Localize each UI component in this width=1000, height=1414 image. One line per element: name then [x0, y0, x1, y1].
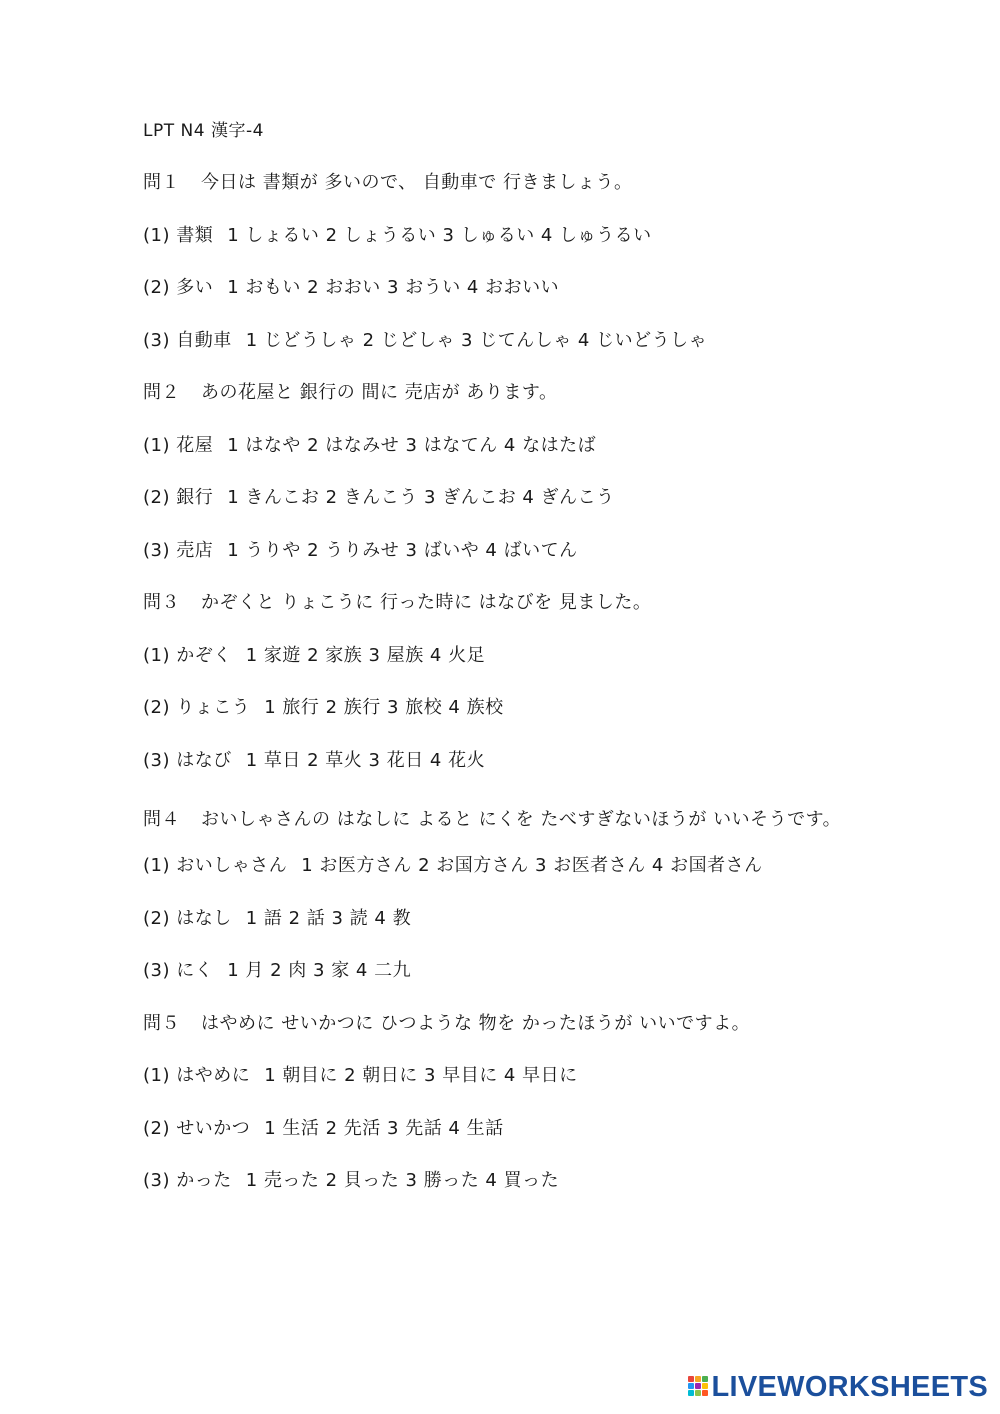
question-number: 問１ — [143, 172, 180, 193]
logo-cell — [695, 1390, 701, 1396]
item-word: はなし — [176, 907, 232, 929]
item-number: (1) — [143, 224, 170, 246]
item-choices: 1 うりや 2 うりみせ 3 ばいや 4 ばいてん — [227, 539, 578, 561]
item-number: (3) — [143, 749, 170, 771]
answer-item — [143, 275, 863, 301]
item-choices: 1 売った 2 貝った 3 勝った 4 買った — [245, 1170, 560, 1191]
question-heading — [143, 590, 863, 616]
item-number: (3) — [143, 329, 170, 351]
item-word: はやめに — [176, 1065, 251, 1086]
item-choices: 1 語 2 話 3 読 4 教 — [245, 907, 412, 929]
item-choices: 1 生活 2 先活 3 先話 4 生話 — [264, 1117, 504, 1139]
item-word: 自動車 — [176, 329, 232, 351]
item-choices: 1 草日 2 草火 3 花日 4 花火 — [245, 749, 486, 771]
answer-item — [143, 223, 863, 249]
item-word: かった — [176, 1170, 232, 1191]
answer-item — [143, 1168, 863, 1194]
item-choices: 1 じどうしゃ 2 じどしゃ 3 じてんしゃ 4 じいどうしゃ — [245, 329, 708, 351]
item-word: はなび — [176, 749, 232, 771]
item-number: (2) — [143, 1117, 170, 1139]
logo-cell — [688, 1390, 694, 1396]
question-heading — [143, 380, 863, 406]
answer-item — [143, 906, 863, 932]
item-word: 売店 — [176, 539, 214, 561]
answer-item — [143, 853, 863, 879]
question-sentence: 今日は 書類が 多いので、 自動車で 行きましょう。 — [201, 172, 633, 193]
item-word: 花屋 — [176, 434, 214, 456]
item-choices: 1 しょるい 2 しょうるい 3 しゅるい 4 しゅうるい — [227, 224, 652, 246]
question-number: 問３ — [143, 592, 180, 613]
item-word: せいかつ — [176, 1117, 251, 1139]
question-sentence: おいしゃさんの はなしに よると にくを たべすぎないほうが いいそうです。 — [201, 809, 842, 830]
liveworksheets-logo[interactable] — [688, 1370, 989, 1404]
answer-item — [143, 328, 863, 354]
answer-item — [143, 485, 863, 511]
item-choices: 1 きんこお 2 きんこう 3 ぎんこお 4 ぎんこう — [227, 487, 615, 508]
item-number: (1) — [143, 1065, 170, 1086]
question-number: 問４ — [143, 809, 180, 830]
item-word: おいしゃさん — [176, 855, 288, 876]
question-sentence: かぞくと りょこうに 行った時に はなびを 見ました。 — [201, 592, 652, 613]
item-number: (3) — [143, 539, 170, 561]
logo-cell — [702, 1376, 708, 1382]
logo-cell — [688, 1376, 694, 1382]
item-word: 銀行 — [176, 487, 214, 508]
answer-item — [143, 538, 863, 564]
item-choices: 1 月 2 肉 3 家 4 二九 — [227, 960, 412, 981]
answer-item — [143, 748, 863, 774]
item-choices: 1 朝目に 2 朝日に 3 早目に 4 早日に — [264, 1065, 578, 1086]
item-number: (2) — [143, 907, 170, 929]
answer-item — [143, 433, 863, 459]
question-number: 問５ — [143, 1012, 180, 1034]
logo-cell — [688, 1383, 694, 1389]
item-number: (2) — [143, 487, 170, 508]
item-choices: 1 お医方さん 2 お国方さん 3 お医者さん 4 お国者さん — [301, 855, 763, 876]
answer-item — [143, 1063, 863, 1089]
item-number: (2) — [143, 697, 170, 718]
item-choices: 1 家遊 2 家族 3 屋族 4 火足 — [245, 644, 486, 666]
item-choices: 1 旅行 2 族行 3 旅校 4 族校 — [264, 697, 504, 718]
question-sentence: はやめに せいかつに ひつような 物を かったほうが いいですよ。 — [201, 1012, 751, 1034]
logo-text: LIVEWORKSHEETS — [711, 1370, 988, 1403]
question-number: 問２ — [143, 382, 180, 403]
answer-item — [143, 695, 863, 721]
question-sentence: あの花屋と 銀行の 間に 売店が あります。 — [201, 382, 558, 403]
logo-grid-icon — [688, 1376, 708, 1398]
question-heading — [143, 800, 863, 839]
item-choices: 1 はなや 2 はなみせ 3 はなてん 4 なはたば — [227, 434, 597, 456]
item-number: (1) — [143, 434, 170, 456]
item-word: りょこう — [176, 697, 251, 718]
item-word: にく — [176, 960, 214, 981]
item-number: (1) — [143, 855, 170, 876]
item-word: 多い — [176, 277, 214, 298]
item-number: (3) — [143, 960, 170, 981]
logo-cell — [695, 1383, 701, 1389]
answer-item — [143, 958, 863, 984]
worksheet-title: LPT N4 漢字-4 — [143, 121, 264, 141]
item-number: (3) — [143, 1170, 170, 1191]
logo-cell — [702, 1390, 708, 1396]
item-word: 書類 — [176, 224, 214, 246]
item-number: (1) — [143, 644, 170, 666]
logo-cell — [702, 1383, 708, 1389]
item-word: かぞく — [176, 644, 232, 666]
question-heading — [143, 1011, 863, 1037]
answer-item — [143, 1116, 863, 1142]
logo-cell — [695, 1376, 701, 1382]
item-number: (2) — [143, 277, 170, 298]
worksheet-page — [143, 118, 863, 1221]
item-choices: 1 おもい 2 おおい 3 おうい 4 おおいい — [227, 277, 560, 298]
answer-item — [143, 643, 863, 669]
question-heading — [143, 170, 863, 196]
